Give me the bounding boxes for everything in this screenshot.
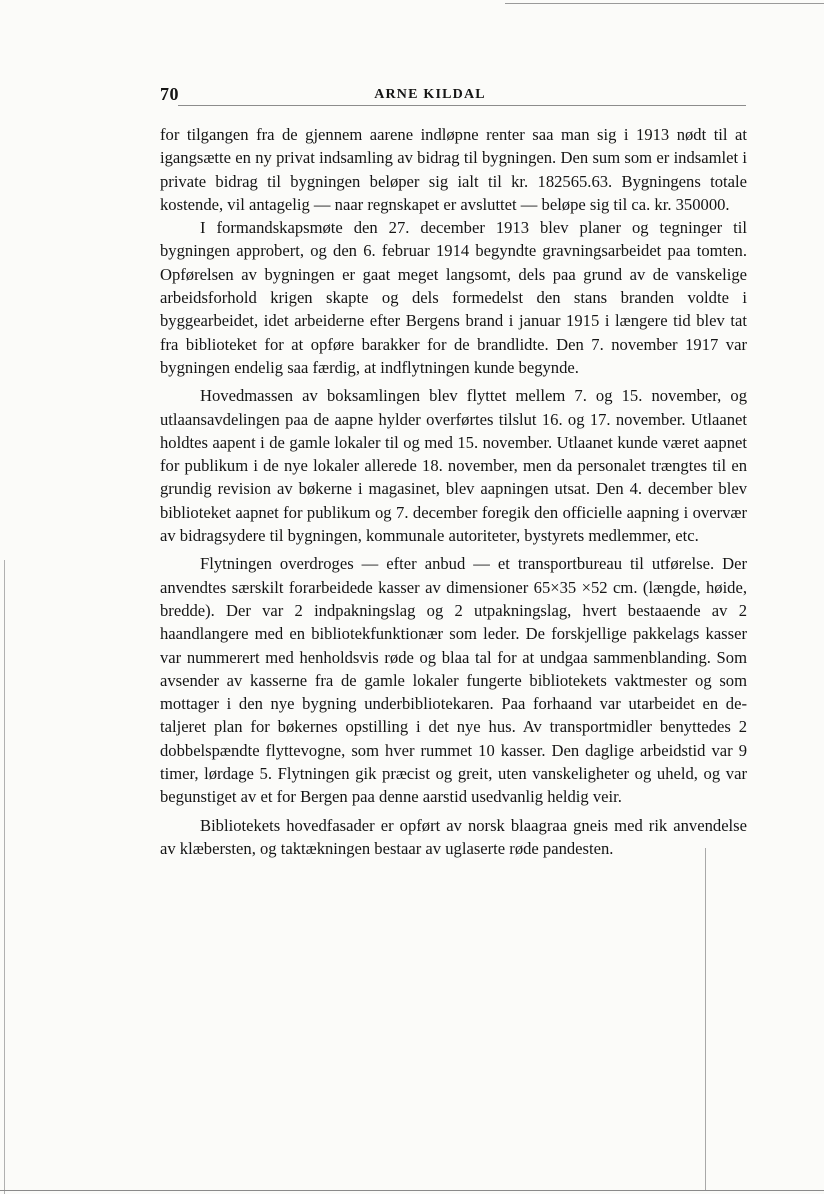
- scan-edge-bottom: [0, 1190, 824, 1191]
- page-header: [160, 84, 746, 112]
- paragraph: Bibliotekets hovedfasader er opført av norsk blaagraa gneis med rik anvendelse av klæbersten, og taktækningen bestaar av uglaserte røde pandesten.: [160, 815, 747, 858]
- paragraph: Flytningen overdroges — efter anbud — et transportbureau til utførelse. Der anvendtes særskilt forarbeidede kasser av dimensioner 65×35 ×52 cm. (længde, høide, bredde). Der var 2 indpakningslag og 2 utpakningslag, hvert bestaaende av 2 haandlangere med en bibliotekfunktionær som leder. De forskjellige pakkelags kasser var nummerert med henholdsvis røde og blaa tal for at undgaa sammenblanding. Som avsender av kasserne fra de gamle lokaler fungerte bibliotekets vaktmester og som mottager i den nye bygning underbibliotekaren. Paa forhaand var utarbeidet en detaljeret plan for bøkernes opstilling i det nye hus. Av transportmidler benyttedes 2 dobbelspændte flyttevogne, som hver rummet 10 kasser. Den daglige arbeidstid var 9 timer, lørdage 5. Flytningen gik præcist og greit, uten vanskeligheter og uheld, og var begunstiget av et for Bergen paa denne aarstid usedvanlig heldig veir.: [160, 554, 747, 807]
- page-number: 70: [160, 84, 179, 104]
- scan-edge-top: [505, 3, 824, 4]
- running-head: ARNE KILDAL: [374, 87, 486, 102]
- paragraph: I formandskapsmøte den 27. december 1913 blev planer og tegninger til bygningen approbert, og den 6. februar 1914 begyndte gravningsarbeidet paa tomten. Opførelsen av bygningen er gaat meget langsomt, dels paa grund av de vanskelige arbeidsforhold krigen skapte og dels formedelst den stans branden voldte i byggearbeidet, idet arbeiderne efter Bergens brand i januar 1915 i længere tid blev tat fra biblioteket for at opføre barakker for de brandlidte. Den 7. november 1917 var bygningen endelig saa færdig, at indflytningen kunde begynde.: [160, 218, 747, 377]
- body-text: [160, 123, 747, 860]
- scan-artifact-line: [705, 848, 706, 1190]
- paragraph: for tilgangen fra de gjennem aarene indløpne renter saa man sig i 1913 nødt til at igangsætte en ny privat indsamling av bidrag til bygningen. Den sum som er indsamlet i private bidrag til bygningen beløper sig ialt til kr. 182565.63. Bygningens totale kostende, vil antagelig — naar regnskapet er avsluttet — beløpe sig til ca. kr. 350000.: [160, 125, 747, 214]
- paragraph: Hovedmassen av boksamlingen blev flyttet mellem 7. og 15. november, og utlaansavdelingen paa de aapne hylder overførtes tilslut 16. og 17. november. Utlaanet holdtes aapent i de gamle lokaler til og med 15. november. Utlaanet kunde været aapnet for publikum i de nye lokaler allerede 18. november, men da personalet trængtes til en grundig revision av bøkerne i magasinet, blev aapningen utsat. Den 4. december blev biblioteket aapnet for publikum og 7. december foregik den officielle aapning i overvær av bidragsydere til bygningen, kommunale autoriteter, bystyrets medlemmer, etc.: [160, 386, 747, 546]
- header-rule: [178, 105, 746, 106]
- scan-edge-left: [4, 560, 5, 1194]
